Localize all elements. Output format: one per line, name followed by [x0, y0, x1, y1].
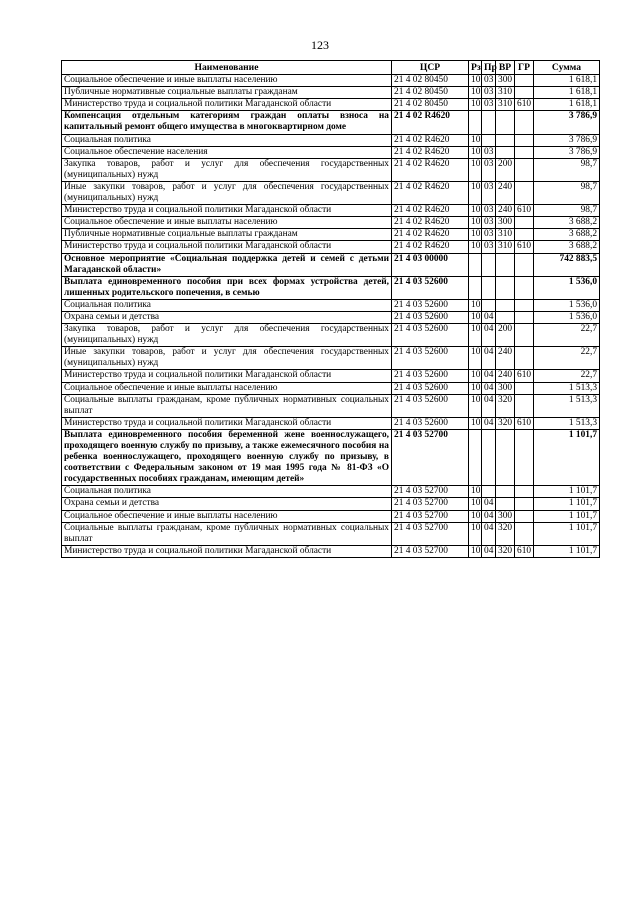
row-csr: 21 4 02 R4620: [392, 134, 469, 146]
table-row: [62, 229, 600, 241]
table-row: [62, 324, 600, 347]
row-name: Социальная политика: [62, 486, 392, 498]
row-gr: 610: [515, 205, 534, 217]
row-sum: 1 101,7: [534, 429, 600, 485]
row-sum: 1 101,7: [534, 522, 600, 545]
table-body: [62, 75, 600, 558]
row-gr: [515, 486, 534, 498]
table-row: [62, 146, 600, 158]
row-rz: 10: [469, 522, 482, 545]
table-row: [62, 205, 600, 217]
row-pr: 04: [482, 311, 496, 323]
row-name: Социальная политика: [62, 299, 392, 311]
row-sum: 1 101,7: [534, 486, 600, 498]
row-csr: 21 4 03 52600: [392, 347, 469, 370]
row-name: Министерство труда и социальной политики Магаданской области: [62, 99, 392, 111]
row-sum: 1 618,1: [534, 99, 600, 111]
table-row: [62, 241, 600, 253]
row-pr: 03: [482, 158, 496, 181]
row-csr: 21 4 03 52600: [392, 324, 469, 347]
header-gr: ГР: [515, 61, 534, 75]
table-row: [62, 545, 600, 557]
row-gr: [515, 87, 534, 99]
table-row: [62, 253, 600, 276]
table-row: [62, 510, 600, 522]
row-pr: [482, 253, 496, 276]
row-name: Социальные выплаты гражданам, кроме публичных нормативных социальных выплат: [62, 522, 392, 545]
row-vr: [496, 111, 515, 134]
row-rz: 10: [469, 217, 482, 229]
row-vr: 310: [496, 99, 515, 111]
row-csr: 21 4 03 52700: [392, 429, 469, 485]
row-rz: 10: [469, 311, 482, 323]
header-csr: ЦСР: [392, 61, 469, 75]
row-vr: [496, 429, 515, 485]
row-rz: 10: [469, 486, 482, 498]
row-pr: 03: [482, 99, 496, 111]
row-csr: 21 4 02 R4620: [392, 158, 469, 181]
row-sum: 1 536,0: [534, 311, 600, 323]
row-sum: 3 786,9: [534, 146, 600, 158]
row-rz: [469, 111, 482, 134]
row-rz: 10: [469, 545, 482, 557]
row-sum: 3 786,9: [534, 134, 600, 146]
header-rz: Рз: [469, 61, 482, 75]
row-vr: 300: [496, 217, 515, 229]
row-pr: 04: [482, 498, 496, 510]
row-name: Публичные нормативные социальные выплаты гражданам: [62, 87, 392, 99]
row-sum: 1 513,3: [534, 417, 600, 429]
row-csr: 21 4 02 R4620: [392, 146, 469, 158]
row-vr: [496, 486, 515, 498]
table-row: [62, 134, 600, 146]
table-row: [62, 498, 600, 510]
row-vr: 320: [496, 522, 515, 545]
row-gr: [515, 253, 534, 276]
header-name: Наименование: [62, 61, 392, 75]
row-name: Социальное обеспечение и иные выплаты населению: [62, 75, 392, 87]
row-vr: [496, 253, 515, 276]
row-vr: [496, 311, 515, 323]
table-row: [62, 486, 600, 498]
row-rz: [469, 429, 482, 485]
row-pr: 04: [482, 347, 496, 370]
row-vr: 320: [496, 545, 515, 557]
row-name: Социальное обеспечение и иные выплаты населению: [62, 510, 392, 522]
row-sum: 98,7: [534, 181, 600, 204]
row-pr: [482, 299, 496, 311]
row-gr: 610: [515, 417, 534, 429]
row-gr: [515, 498, 534, 510]
row-pr: 04: [482, 382, 496, 394]
row-csr: 21 4 03 52600: [392, 382, 469, 394]
row-sum: 1 101,7: [534, 545, 600, 557]
row-csr: 21 4 03 52600: [392, 311, 469, 323]
row-csr: 21 4 03 52700: [392, 510, 469, 522]
row-name: Социальная политика: [62, 134, 392, 146]
table-row: [62, 276, 600, 299]
row-rz: 10: [469, 417, 482, 429]
row-name: Социальные выплаты гражданам, кроме публичных нормативных социальных выплат: [62, 394, 392, 417]
row-name: Охрана семьи и детства: [62, 498, 392, 510]
row-sum: 1 101,7: [534, 498, 600, 510]
row-sum: 3 688,2: [534, 241, 600, 253]
row-rz: 10: [469, 75, 482, 87]
row-name: Охрана семьи и детства: [62, 311, 392, 323]
row-sum: 22,7: [534, 347, 600, 370]
row-csr: 21 4 02 80450: [392, 75, 469, 87]
table-row: [62, 87, 600, 99]
row-gr: [515, 299, 534, 311]
row-sum: 3 786,9: [534, 111, 600, 134]
table-row: [62, 429, 600, 485]
row-name: Иные закупки товаров, работ и услуг для обеспечения государственных (муниципальных) нужд: [62, 181, 392, 204]
row-pr: [482, 429, 496, 485]
table-row: [62, 522, 600, 545]
row-pr: 03: [482, 75, 496, 87]
table-row: [62, 111, 600, 134]
row-pr: 04: [482, 370, 496, 382]
budget-table: [61, 60, 600, 558]
row-name: Выплата единовременного пособия при всех формах устройства детей, лишенных родительского попечения, в семью: [62, 276, 392, 299]
row-name: Социальное обеспечение населения: [62, 146, 392, 158]
row-vr: 310: [496, 229, 515, 241]
row-pr: 04: [482, 324, 496, 347]
table-row: [62, 299, 600, 311]
row-name: Выплата единовременного пособия беременной жене военнослужащего, проходящего военную службу по призыву, а также ежемесячного пособия на ребенка военнослужащего, проходящего военную службу по призыву, в соответствии с Федеральным законом от 19 мая 1995 года № 81-ФЗ «О государственных пособиях гражданам, имеющим детей»: [62, 429, 392, 485]
row-gr: [515, 394, 534, 417]
row-csr: 21 4 02 R4620: [392, 217, 469, 229]
row-gr: [515, 75, 534, 87]
table-row: [62, 394, 600, 417]
row-csr: 21 4 02 80450: [392, 99, 469, 111]
row-vr: [496, 498, 515, 510]
row-vr: 310: [496, 241, 515, 253]
row-sum: 1 513,3: [534, 382, 600, 394]
row-name: Министерство труда и социальной политики Магаданской области: [62, 545, 392, 557]
row-rz: 10: [469, 394, 482, 417]
row-vr: 310: [496, 87, 515, 99]
row-csr: 21 4 03 52700: [392, 486, 469, 498]
row-csr: 21 4 03 52600: [392, 299, 469, 311]
row-vr: [496, 146, 515, 158]
row-name: Закупка товаров, работ и услуг для обеспечения государственных (муниципальных) нужд: [62, 158, 392, 181]
row-rz: 10: [469, 347, 482, 370]
row-rz: 10: [469, 146, 482, 158]
row-vr: 240: [496, 181, 515, 204]
row-rz: 10: [469, 299, 482, 311]
row-pr: 03: [482, 146, 496, 158]
row-rz: 10: [469, 99, 482, 111]
row-gr: 610: [515, 545, 534, 557]
row-gr: [515, 134, 534, 146]
row-pr: 04: [482, 522, 496, 545]
row-csr: 21 4 02 R4620: [392, 111, 469, 134]
row-csr: 21 4 03 52700: [392, 522, 469, 545]
row-sum: 22,7: [534, 324, 600, 347]
row-csr: 21 4 02 R4620: [392, 205, 469, 217]
row-vr: 300: [496, 510, 515, 522]
row-gr: [515, 347, 534, 370]
row-csr: 21 4 02 80450: [392, 87, 469, 99]
table-row: [62, 370, 600, 382]
page-number: 123: [311, 38, 329, 52]
row-sum: 1 513,3: [534, 394, 600, 417]
table-row: [62, 311, 600, 323]
row-pr: 03: [482, 205, 496, 217]
row-gr: [515, 181, 534, 204]
row-pr: [482, 134, 496, 146]
table-row: [62, 99, 600, 111]
row-sum: 98,7: [534, 205, 600, 217]
row-pr: 03: [482, 241, 496, 253]
row-vr: 240: [496, 370, 515, 382]
row-vr: 300: [496, 382, 515, 394]
row-sum: 1 618,1: [534, 75, 600, 87]
row-name: Компенсация отдельным категориям граждан оплаты взноса на капитальный ремонт общего имущества в многоквартирном доме: [62, 111, 392, 134]
row-rz: [469, 253, 482, 276]
row-name: Закупка товаров, работ и услуг для обеспечения государственных (муниципальных) нужд: [62, 324, 392, 347]
row-name: Социальное обеспечение и иные выплаты населению: [62, 217, 392, 229]
row-name: Министерство труда и социальной политики Магаданской области: [62, 370, 392, 382]
row-name: Министерство труда и социальной политики Магаданской области: [62, 205, 392, 217]
row-sum: 3 688,2: [534, 217, 600, 229]
row-pr: 04: [482, 417, 496, 429]
row-rz: 10: [469, 87, 482, 99]
row-vr: [496, 276, 515, 299]
row-rz: 10: [469, 158, 482, 181]
row-sum: 98,7: [534, 158, 600, 181]
row-gr: [515, 522, 534, 545]
row-rz: [469, 276, 482, 299]
header-sum: Сумма: [534, 61, 600, 75]
row-csr: 21 4 02 R4620: [392, 181, 469, 204]
header-pr: Пр: [482, 61, 496, 75]
row-vr: 300: [496, 75, 515, 87]
row-name: Публичные нормативные социальные выплаты гражданам: [62, 229, 392, 241]
row-rz: 10: [469, 498, 482, 510]
table-row: [62, 181, 600, 204]
row-gr: 610: [515, 99, 534, 111]
row-pr: [482, 486, 496, 498]
row-sum: 3 688,2: [534, 229, 600, 241]
row-pr: 04: [482, 394, 496, 417]
row-csr: 21 4 02 R4620: [392, 241, 469, 253]
row-sum: 742 883,5: [534, 253, 600, 276]
row-gr: 610: [515, 241, 534, 253]
row-gr: [515, 382, 534, 394]
row-vr: [496, 299, 515, 311]
row-vr: 240: [496, 347, 515, 370]
row-vr: 200: [496, 324, 515, 347]
row-csr: 21 4 03 52700: [392, 545, 469, 557]
row-gr: [515, 429, 534, 485]
row-gr: [515, 146, 534, 158]
row-gr: [515, 324, 534, 347]
row-sum: 1 536,0: [534, 276, 600, 299]
row-sum: 1 618,1: [534, 87, 600, 99]
table-row: [62, 382, 600, 394]
row-rz: 10: [469, 181, 482, 204]
row-gr: [515, 229, 534, 241]
row-name: Иные закупки товаров, работ и услуг для обеспечения государственных (муниципальных) нужд: [62, 347, 392, 370]
table-row: [62, 347, 600, 370]
row-csr: 21 4 03 00000: [392, 253, 469, 276]
row-pr: 03: [482, 87, 496, 99]
row-gr: 610: [515, 370, 534, 382]
row-pr: 03: [482, 217, 496, 229]
row-gr: [515, 510, 534, 522]
row-pr: [482, 276, 496, 299]
row-gr: [515, 276, 534, 299]
row-csr: 21 4 02 R4620: [392, 229, 469, 241]
row-csr: 21 4 03 52700: [392, 498, 469, 510]
row-rz: 10: [469, 370, 482, 382]
row-name: Социальное обеспечение и иные выплаты населению: [62, 382, 392, 394]
table-row: [62, 75, 600, 87]
row-rz: 10: [469, 205, 482, 217]
row-vr: 240: [496, 205, 515, 217]
row-rz: 10: [469, 382, 482, 394]
row-name: Министерство труда и социальной политики Магаданской области: [62, 417, 392, 429]
row-csr: 21 4 03 52600: [392, 417, 469, 429]
row-name: Основное мероприятие «Социальная поддержка детей и семей с детьми Магаданской области»: [62, 253, 392, 276]
row-rz: 10: [469, 324, 482, 347]
row-vr: 320: [496, 417, 515, 429]
row-pr: 04: [482, 545, 496, 557]
row-gr: [515, 217, 534, 229]
row-vr: 320: [496, 394, 515, 417]
row-rz: 10: [469, 229, 482, 241]
row-csr: 21 4 03 52600: [392, 276, 469, 299]
row-rz: 10: [469, 241, 482, 253]
row-sum: 22,7: [534, 370, 600, 382]
row-pr: 03: [482, 181, 496, 204]
table-header-row: [62, 61, 600, 75]
row-csr: 21 4 03 52600: [392, 370, 469, 382]
row-vr: 200: [496, 158, 515, 181]
row-pr: 03: [482, 229, 496, 241]
table-row: [62, 217, 600, 229]
row-name: Министерство труда и социальной политики Магаданской области: [62, 241, 392, 253]
row-csr: 21 4 03 52600: [392, 394, 469, 417]
row-pr: [482, 111, 496, 134]
row-rz: 10: [469, 134, 482, 146]
row-rz: 10: [469, 510, 482, 522]
row-gr: [515, 311, 534, 323]
row-pr: 04: [482, 510, 496, 522]
header-vr: ВР: [496, 61, 515, 75]
row-gr: [515, 111, 534, 134]
table-row: [62, 417, 600, 429]
row-gr: [515, 158, 534, 181]
row-vr: [496, 134, 515, 146]
row-sum: 1 536,0: [534, 299, 600, 311]
row-sum: 1 101,7: [534, 510, 600, 522]
table-row: [62, 158, 600, 181]
